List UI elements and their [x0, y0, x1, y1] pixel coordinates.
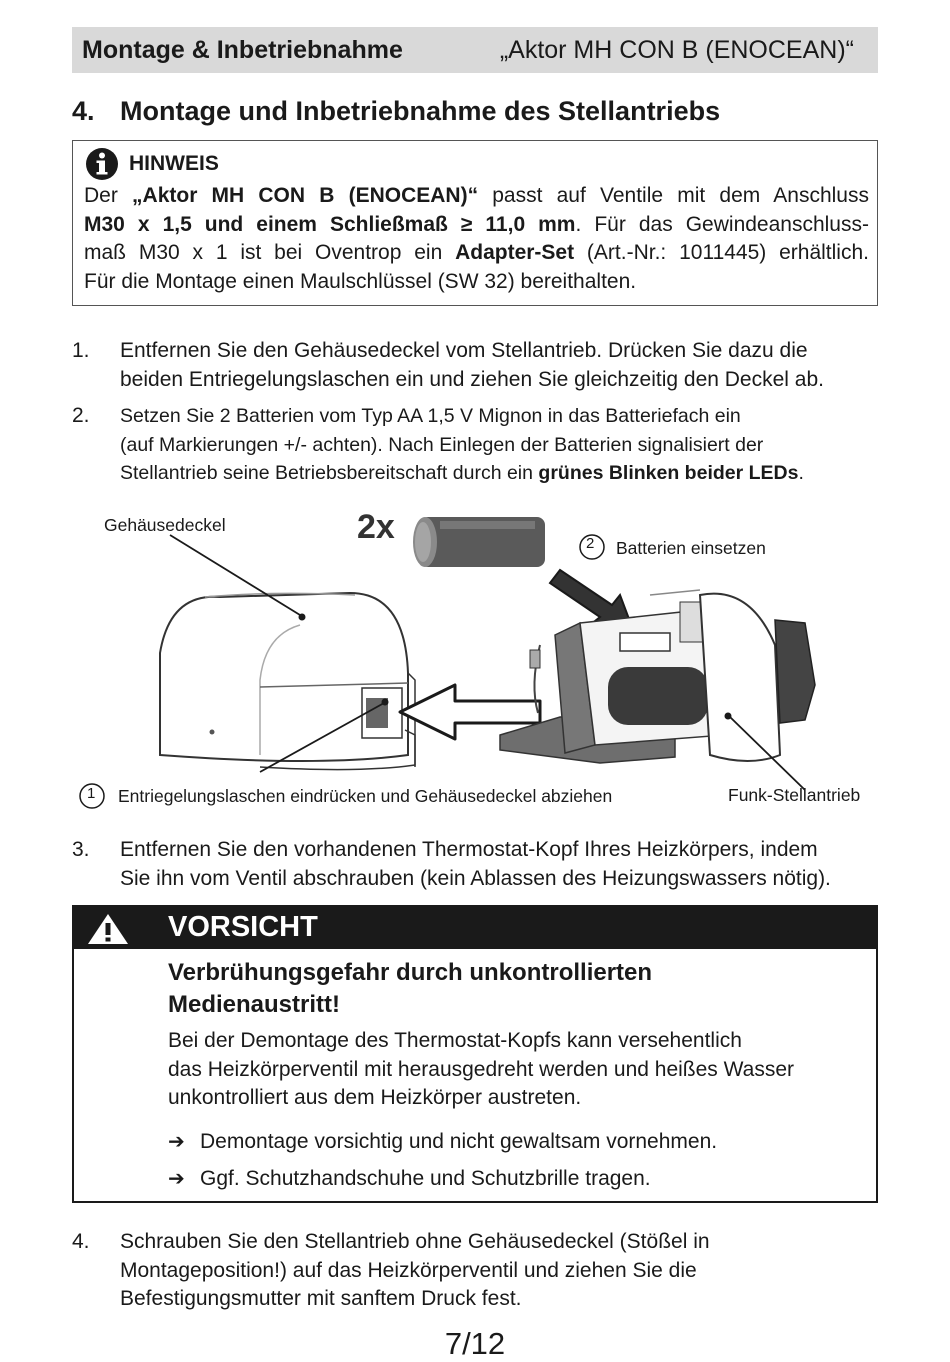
page-number: 7/12	[444, 1326, 506, 1361]
step-text: (auf Markierungen +/- achten). Nach Einlegen der Batterien signalisiert der	[120, 433, 764, 456]
step-text: Sie ihn vom Ventil abschrauben (kein Ablassen des Heizungswassers nötig).	[120, 866, 831, 890]
warning-bullet-text: Demontage vorsichtig und nicht gewaltsam vornehmen.	[200, 1129, 718, 1153]
note-text: Für die Montage einen Maulschlüssel (SW 32) bereithalten.	[84, 269, 637, 293]
note-text: passt auf Ventile mit dem Anschluss	[478, 184, 869, 207]
note-box	[72, 140, 878, 306]
page-header	[72, 27, 878, 73]
note-text: maß M30 x 1 ist bei Oventrop ein	[84, 241, 456, 264]
note-title	[85, 147, 219, 181]
info-icon	[85, 147, 119, 181]
warning-bullet-2	[168, 1166, 651, 1191]
step-number: 4.	[72, 1230, 90, 1253]
warning-bullet-1	[168, 1129, 717, 1154]
step-text: Befestigungsmutter mit sanftem Druck fest.	[120, 1287, 522, 1310]
note-text: Der	[84, 184, 133, 207]
warning-text: das Heizkörperventil mit herausgedreht werden und heißes Wasser	[168, 1057, 795, 1081]
warning-body	[168, 1027, 794, 1113]
step-text: Montageposition!) auf das Heizkörperventil und ziehen Sie die	[120, 1258, 697, 1282]
step-number: 2.	[72, 404, 90, 427]
note-product: „Aktor MH CON B (ENOCEAN)“	[132, 184, 479, 207]
step-text: beiden Entriegelungslaschen ein und ziehen Sie gleichzeitig den Deckel ab.	[120, 367, 824, 391]
step-highlight: grünes Blinken beider LEDs	[538, 462, 799, 484]
actuator-drawing	[500, 590, 815, 763]
battery-label: Batterien einsetzen	[616, 538, 766, 558]
section-title: Montage und Inbetriebnahme des Stellantriebs	[120, 96, 721, 126]
note-text: . Für das Gewindeanschluss-	[575, 212, 869, 236]
step-text: Entfernen Sie den Gehäusedeckel vom Stellantrieb. Drücken Sie dazu die	[120, 339, 808, 362]
battery-icon	[413, 517, 545, 567]
release-label: Entriegelungslaschen eindrücken und Gehäusedeckel abziehen	[118, 786, 613, 806]
warning-bullet-text: Ggf. Schutzhandschuhe und Schutzbrille tragen.	[200, 1166, 651, 1190]
warning-triangle-icon	[86, 912, 130, 946]
cover-label: Gehäusedeckel	[104, 515, 226, 535]
warning-headline	[168, 957, 652, 1021]
warning-box	[72, 905, 878, 1203]
header-product-name: „Aktor MH CON B (ENOCEAN)“	[499, 35, 854, 64]
arrow-right-icon: ➔	[168, 1131, 185, 1153]
step-text: .	[798, 462, 804, 484]
note-text: (Art.-Nr.: 1011445) erhältlich.	[574, 241, 869, 264]
header-section-title: Montage & Inbetriebnahme	[82, 35, 403, 64]
warning-bar	[74, 907, 876, 949]
warning-text: unkontrolliert aus dem Heizkörper austreten.	[168, 1086, 582, 1109]
step-text: Entfernen Sie den vorhandenen Thermostat-Kopf Ihres Heizkörpers, indem	[120, 838, 818, 861]
note-adapter: Adapter-Set	[455, 241, 575, 264]
battery-quantity: 2x	[357, 508, 395, 546]
note-title-text: HINWEIS	[129, 152, 219, 175]
section-number: 4.	[72, 96, 95, 126]
step-number: 3.	[72, 838, 90, 861]
step-text: Schrauben Sie den Stellantrieb ohne Gehäusedeckel (Stößel in	[120, 1230, 710, 1253]
step-1-number: 1	[87, 785, 96, 802]
warning-title: VORSICHT	[168, 911, 318, 943]
warning-text: Bei der Demontage des Thermostat-Kopfs kann versehentlich	[168, 1029, 742, 1052]
note-body	[84, 182, 869, 296]
warning-headline-line: Medienaustritt!	[168, 991, 341, 1018]
warning-headline-line: Verbrühungsgefahr durch unkontrollierten	[168, 959, 653, 986]
note-spec: M30 x 1,5 und einem Schließmaß ≥ 11,0 mm	[84, 212, 576, 236]
section-heading	[72, 96, 720, 127]
step-text: Stellantrieb seine Betriebsbereitschaft durch ein	[120, 462, 539, 484]
actuator-label: Funk-Stellantrieb	[728, 785, 861, 805]
housing-cover-drawing	[160, 593, 415, 770]
step-text: Setzen Sie 2 Batterien vom Typ AA 1,5 V Mignon in das Batteriefach ein	[120, 405, 741, 427]
arrow-right-icon: ➔	[168, 1168, 185, 1190]
step-number: 1.	[72, 339, 90, 362]
step-2-number: 2	[586, 535, 595, 552]
assembly-figure	[60, 505, 890, 825]
